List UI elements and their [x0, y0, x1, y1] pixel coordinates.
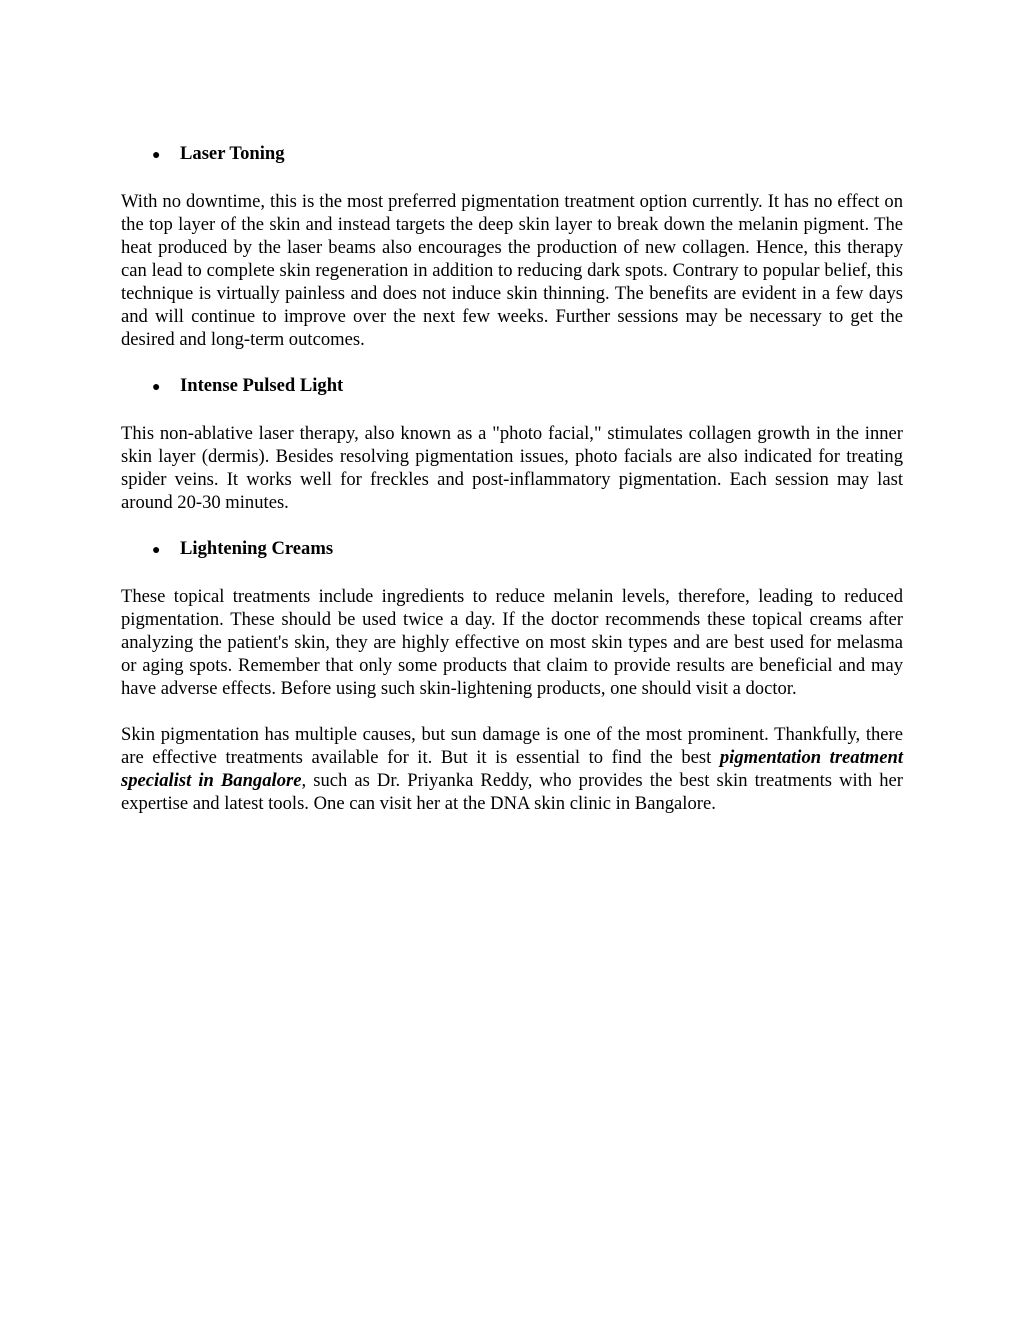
bullet-icon: ●: [152, 543, 161, 558]
closing-text-before: Skin pigmentation has multiple causes, but sun damage is one of the most prominent. Thankfully, there are effective treatments available for it. But it is essential to find the best: [121, 724, 903, 768]
paragraph-intense-pulsed-light: This non-ablative laser therapy, also known as a "photo facial," stimulates collagen growth in the inner skin layer (dermis). Besides resolving pigmentation issues, photo facials are also indicated for treating spider veins. It works well for freckles and post-inflammatory pigmentation. Each session may last around 20-30 minutes.: [121, 423, 903, 513]
heading-lightening-creams: [121, 537, 903, 562]
heading-text: Laser Toning: [180, 143, 285, 164]
bullet-icon: ●: [152, 148, 161, 163]
specialist-emphasis: pigmentation treatment specialist in Bangalore: [121, 747, 903, 791]
heading-text: Lightening Creams: [180, 538, 334, 559]
heading-intense-pulsed-light: [121, 374, 903, 399]
paragraph-laser-toning: With no downtime, this is the most preferred pigmentation treatment option currently. It has no effect on the top layer of the skin and instead targets the deep skin layer to break down the melanin pigment. The heat produced by the laser beams also encourages the production of new collagen. Hence, this therapy can lead to complete skin regeneration in addition to reducing dark spots. Contrary to popular belief, this technique is virtually painless and does not induce skin thinning. The benefits are evident in a few days and will continue to improve over the next few weeks. Further sessions may be necessary to get the desired and long-term outcomes.: [121, 191, 903, 350]
heading-laser-toning: [121, 142, 903, 167]
document-page: [121, 142, 903, 838]
closing-text-after: , such as Dr. Priyanka Reddy, who provides the best skin treatments with her expertise and latest tools. One can visit her at the DNA skin clinic in Bangalore.: [121, 770, 903, 814]
paragraph-lightening-creams: These topical treatments include ingredients to reduce melanin levels, therefore, leading to reduced pigmentation. These should be used twice a day. If the doctor recommends these topical creams after analyzing the patient's skin, they are highly effective on most skin types and are best used for melasma or aging spots. Remember that only some products that claim to provide results are beneficial and may have adverse effects. Before using such skin-lightening products, one should visit a doctor.: [121, 586, 903, 699]
bullet-icon: ●: [152, 380, 161, 395]
heading-text: Intense Pulsed Light: [180, 375, 344, 396]
paragraph-closing: [121, 723, 903, 815]
